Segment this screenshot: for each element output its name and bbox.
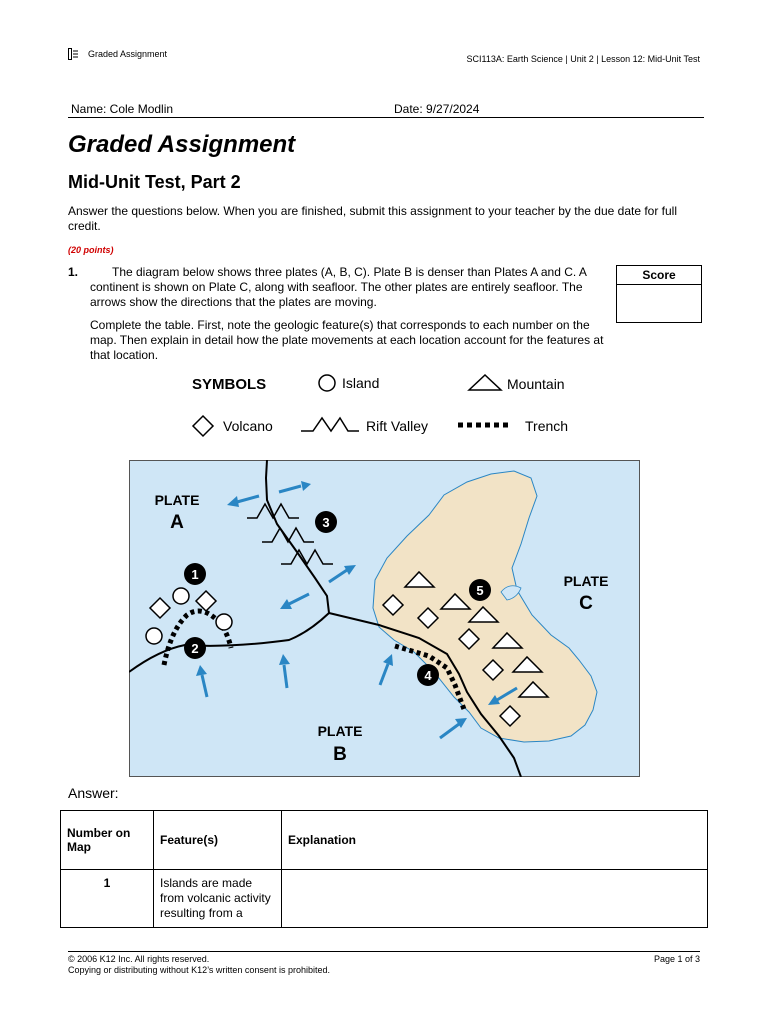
legend-rift: Rift Valley xyxy=(366,418,428,434)
question-para-1: The diagram below shows three plates (A, B, C). Plate B is denser than Plates A and C. A continent is shown on Plate C, along with seafloor. The other plates are entirely seafloor. The arrows show the directions that the plates are moving. xyxy=(90,265,587,309)
marker-5 xyxy=(469,579,491,601)
plate-map xyxy=(129,460,640,777)
row-number: 1 xyxy=(61,870,154,928)
footer-divider xyxy=(68,951,700,952)
svg-text:1: 1 xyxy=(191,567,199,582)
assignment-date: Date: 9/27/2024 xyxy=(394,102,480,116)
header-course: SCI113A: Earth Science | Unit 2 | Lesson 12: Mid-Unit Test xyxy=(466,54,700,64)
plate-c-word: PLATE xyxy=(563,573,609,589)
marker-2 xyxy=(184,637,206,659)
svg-text:3: 3 xyxy=(322,515,330,530)
svg-text:5: 5 xyxy=(476,583,484,598)
plate-b-letter: B xyxy=(333,744,347,765)
footer-copyright: © 2006 K12 Inc. All rights reserved. xyxy=(68,954,210,964)
marker-4 xyxy=(417,664,439,686)
legend-volcano: Volcano xyxy=(223,418,273,434)
legend-trench: Trench xyxy=(525,418,569,434)
name-date-bar xyxy=(68,101,704,118)
points-label: (20 points) xyxy=(68,245,114,255)
legend-title: SYMBOLS xyxy=(192,376,267,393)
table-header-row xyxy=(61,811,708,870)
island-icon xyxy=(319,375,335,391)
svg-text:2: 2 xyxy=(191,641,199,656)
page-header-left xyxy=(68,48,167,60)
plate-a-letter: A xyxy=(170,512,184,533)
table-row xyxy=(61,870,708,928)
answer-table xyxy=(60,810,708,928)
footer-notice: Copying or distributing without K12’s written consent is prohibited. xyxy=(68,965,330,975)
plate-c-letter: C xyxy=(579,593,593,614)
footer-left xyxy=(68,954,330,976)
student-name: Name: Cole Modlin xyxy=(71,102,174,116)
header-explanation: Explanation xyxy=(282,811,708,870)
row-explanation[interactable] xyxy=(282,870,708,928)
page-title: Graded Assignment xyxy=(68,131,296,158)
score-box xyxy=(616,265,702,323)
header-title: Graded Assignment xyxy=(88,49,168,59)
symbols-legend xyxy=(185,370,585,440)
marker-1 xyxy=(184,563,206,585)
plate-a-word: PLATE xyxy=(154,492,200,508)
legend-island: Island xyxy=(342,375,380,391)
legend-mountain: Mountain xyxy=(507,376,565,392)
score-label: Score xyxy=(617,266,701,285)
svg-text:4: 4 xyxy=(424,668,432,683)
question-para-2: Complete the table. First, note the geologic feature(s) that corresponds to each number on the map. Then explain in detail how the plate movements at each location account for the features at that location. xyxy=(90,318,604,362)
rift-valley-icon xyxy=(301,418,359,431)
question-number: 1. xyxy=(68,265,79,279)
plate-b-word: PLATE xyxy=(317,723,363,739)
instructions: Answer the questions below. When you are finished, submit this assignment to your teacher by the due date for full credit. xyxy=(68,204,678,233)
mountain-icon xyxy=(469,375,501,390)
question-text xyxy=(90,265,610,371)
header-features: Feature(s) xyxy=(154,811,282,870)
header-number: Number on Map xyxy=(61,811,154,870)
answer-label: Answer: xyxy=(68,785,119,801)
row-features[interactable]: Islands are made from volcanic activity resulting from a xyxy=(154,870,282,928)
document-icon xyxy=(68,48,78,60)
volcano-icon xyxy=(193,416,213,436)
footer-page: Page 1 of 3 xyxy=(653,954,700,964)
marker-3 xyxy=(315,511,337,533)
page-subtitle: Mid-Unit Test, Part 2 xyxy=(68,172,241,192)
